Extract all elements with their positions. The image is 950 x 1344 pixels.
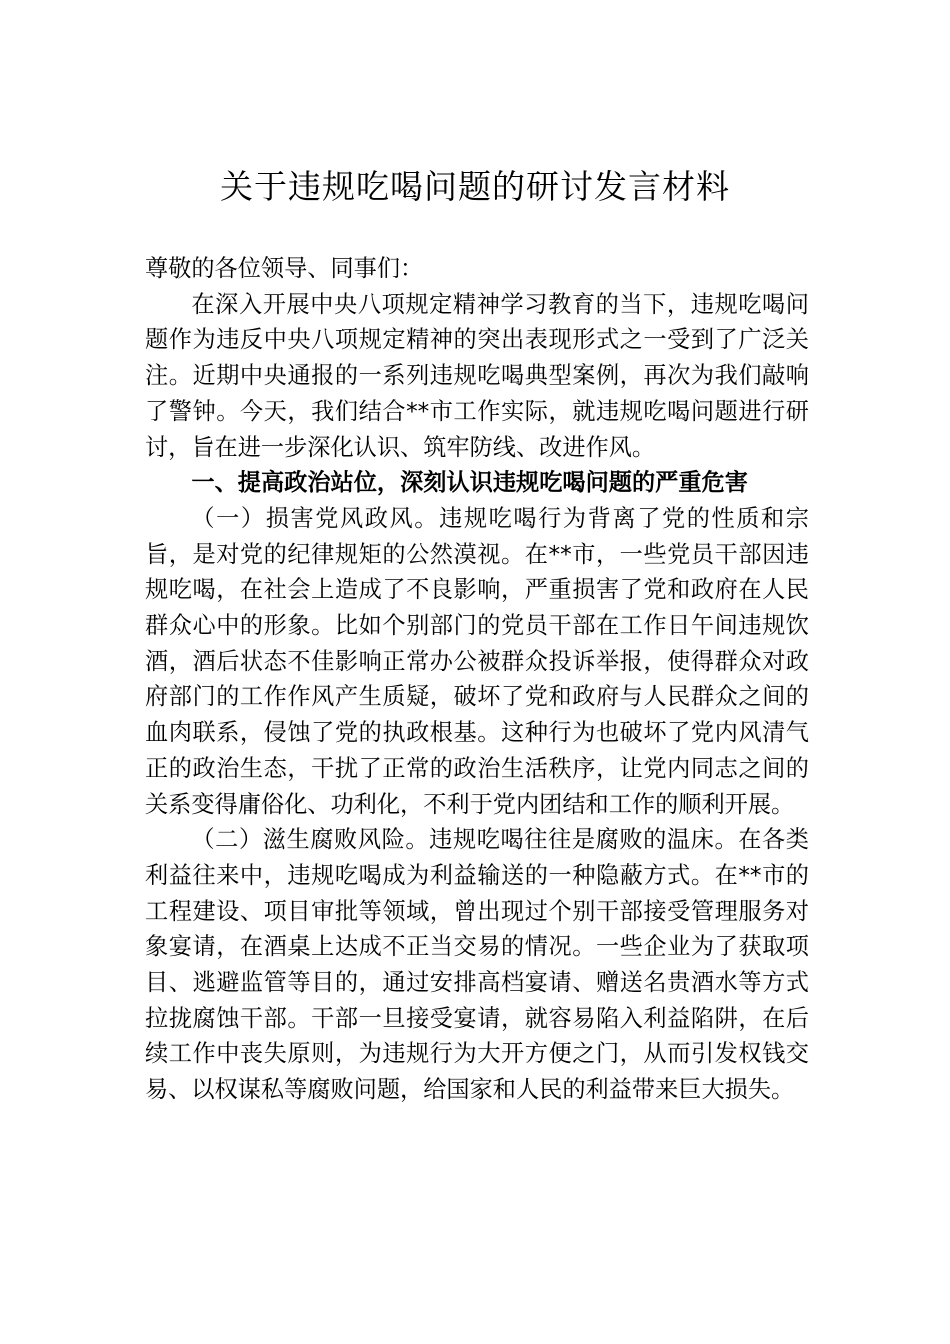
document-title: 关于违规吃喝问题的研讨发言材料 xyxy=(220,167,730,206)
salutation: 尊敬的各位领导、同事们： xyxy=(145,255,424,282)
paragraph-corruption-risk: （二）滋生腐败风险。违规吃喝往往是腐败的温床。在各类利益往来中，违规吃喝成为利益输送的一种隐蔽方式。在**市的工程建设、项目审批等领域，曾出现过个别干部接受管理服务对象宴请，在酒桌上达成不正当交易的情况。一些企业为了获取项目、逃避监管等目的，通过安排高档宴请、赠送名贵酒水等方式拉拢腐蚀干部。干部一旦接受宴请，就容易陷入利益陷阱，在后续工作中丧失原则，为违规行为大开方便之门，从而引发权钱交易、以权谋私等腐败问题，给国家和人民的利益带来巨大损失。 xyxy=(145,826,809,1104)
intro-paragraph: 在深入开展中央八项规定精神学习教育的当下，违规吃喝问题作为违反中央八项规定精神的突出表现形式之一受到了广泛关注。近期中央通报的一系列违规吃喝典型案例，再次为我们敲响了警钟。今天，我们结合**市工作实际，就违规吃喝问题进行研讨，旨在进一步深化认识、筑牢防线、改进作风。 xyxy=(145,290,809,461)
paragraph-party-style: （一）损害党风政风。违规吃喝行为背离了党的性质和宗旨，是对党的纪律规矩的公然漠视。在**市，一些党员干部因违规吃喝，在社会上造成了不良影响，严重损害了党和政府在人民群众心中的形象。比如个别部门的党员干部在工作日午间违规饮酒，酒后状态不佳影响正常办公被群众投诉举报，使得群众对政府部门的工作作风产生质疑，破坏了党和政府与人民群众之间的血肉联系，侵蚀了党的执政根基。这种行为也破坏了党内风清气正的政治生态，干扰了正常的政治生活秩序，让党内同志之间的关系变得庸俗化、功利化，不利于党内团结和工作的顺利开展。 xyxy=(145,504,809,818)
document-body xyxy=(145,251,809,1108)
section-heading: 一、提高政治站位，深刻认识违规吃喝问题的严重危害 xyxy=(191,469,748,497)
